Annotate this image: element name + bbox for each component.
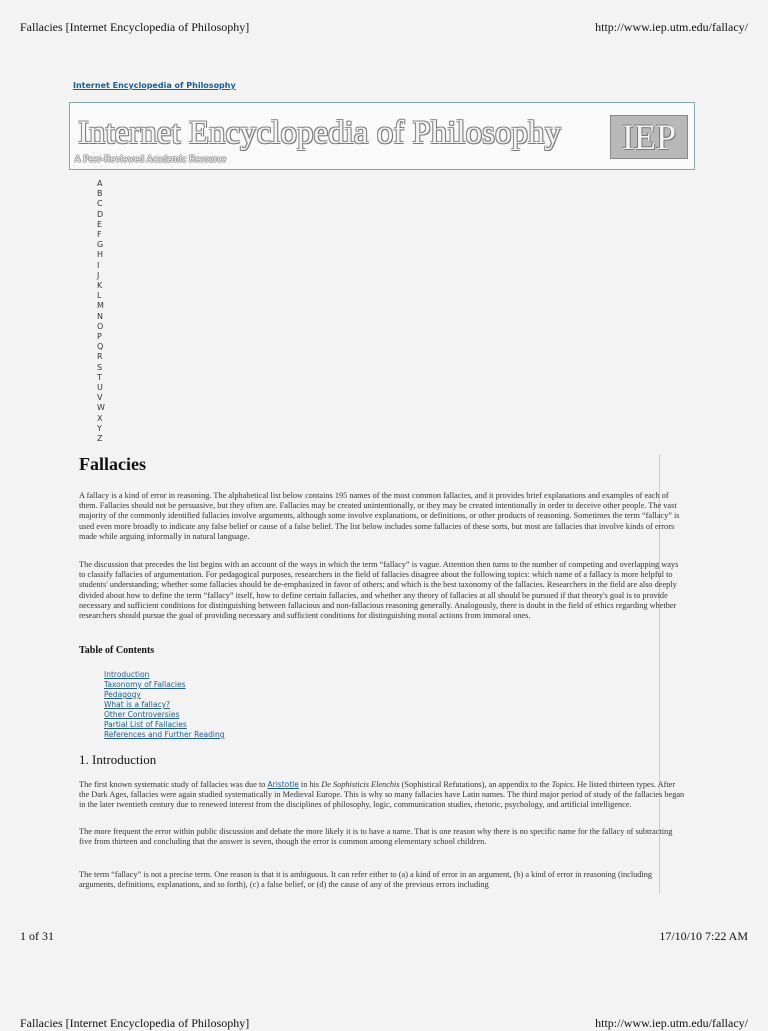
s1-p1-italic-title: De Sophisticis Elenchis (321, 780, 400, 789)
alphabet-letter-u[interactable]: U (97, 383, 103, 393)
toc-item (104, 710, 225, 720)
intro-paragraph-2: The discussion that precedes the list begins with an account of the ways in which the term “fallacy” is vague. Attention then turns to the number of competing and overlapping ways to classify fallacies of argumentation. For pedagogical purposes, researchers in the field of fallacies disagree about the following topics: which name of a fallacy is more helpful to students' understanding; whether some fallacies should be de-emphasized in favor of others; and which is the best taxonomy of the fallacies. Researchers in the field are also deeply divided about how to define the term “fallacy” itself, how to define certain fallacies, and whether any theory of fallacies at all should be pursued if that theory's goal is to provide necessary and sufficient conditions for distinguishing between fallacious and non-fallacious reasoning generally. Analogously, there is doubt in the field of ethics regarding whether researchers should pursue the goal of providing necessary and sufficient conditions for distinguishing moral actions from immoral ones. (79, 560, 679, 621)
toc-item (104, 670, 225, 680)
alphabet-letter-p[interactable]: P (97, 332, 102, 342)
toc-link[interactable]: Other Controversies (104, 710, 180, 719)
print-datetime: 17/10/10 7:22 AM (659, 929, 748, 943)
site-banner[interactable] (69, 102, 695, 170)
next-header-title: Fallacies [Internet Encyclopedia of Philosophy] (20, 1016, 250, 1030)
s1-p1-text-d: . He listed thirteen types. After the Dark Ages, fallacies were again studied systematically in Medieval Europe. This is why so many fallacies have Latin names. The third major period of study of the fallacies began in the later twentieth century due to renewed interest from the disciplines of philosophy, logic, communication studies, rhetoric, psychology, and artificial intelligence. (79, 780, 685, 810)
alphabet-letter-a[interactable]: A (97, 179, 103, 188)
print-header (20, 20, 748, 35)
print-header-url: http://www.iep.utm.edu/fallacy/ (595, 20, 748, 34)
alphabet-letter-w[interactable]: W (97, 403, 105, 413)
alphabet-letter-n[interactable]: N (97, 311, 103, 321)
alphabet-letter-s[interactable]: S (97, 362, 103, 372)
alphabet-letter-x[interactable]: X (97, 413, 103, 423)
alphabet-letter-r[interactable]: R (97, 352, 103, 362)
alphabet-letter-g[interactable]: G (97, 240, 104, 250)
toc-link[interactable]: Introduction (104, 670, 150, 679)
toc-item (104, 730, 225, 740)
alphabet-letter-e[interactable]: E (97, 219, 103, 229)
section-1-paragraph-2: The more frequent the error within public discussion and debate the more likely it is to have a name. That is one reason why there is no specific name for the fallacy of subtracting five from thirteen and concluding that the answer is seven, though the error is common among elementary school children. (79, 827, 673, 847)
alphabet-letter-l[interactable]: L (97, 291, 102, 301)
intro-paragraph-1: A fallacy is a kind of error in reasoning. The alphabetical list below contains 195 names of the most common fallacies, and it provides brief explanations and examples of each of them. Fallacies should not be persuasive, but they often are. Fallacies may be created unintentionally, or they may be created intentionally in order to deceive other people. The vast majority of the commonly identified fallacies involve arguments, although some involve explanations, or definitions, or other products of reasoning. Sometimes the term “fallacy” is used even more broadly to indicate any false belief or cause of a false belief. The list below includes some fallacies of these sorts, but most are fallacies that involve kinds of errors made while arguing informally in natural language. (79, 491, 680, 541)
s1-p1-text-b: in his (298, 780, 322, 789)
banner-title: Internet Encyclopedia of Philosophy (78, 115, 561, 151)
alphabet-letter-h[interactable]: H (97, 250, 104, 260)
alphabet-letter-k[interactable]: K (97, 281, 103, 291)
alphabet-index (97, 179, 105, 444)
section-1-paragraph-3: The term “fallacy” is not a precise term. One reason is that it is ambiguous. It can refer either to (a) a kind of error in an argument, (b) a kind of error in reasoning (including arguments, definitions, explanations, and so forth), (c) a false belief, or (d) the cause of any of the previous errors including (79, 870, 653, 890)
alphabet-letter-o[interactable]: O (97, 321, 104, 331)
toc-item (104, 690, 225, 700)
alphabet-letter-b[interactable]: B (97, 189, 103, 199)
s1-p1-text-c: (Sophistical Refutations), an appendix to the (399, 780, 552, 789)
toc-link[interactable]: References and Further Reading (104, 730, 225, 739)
site-home-link[interactable]: Internet Encyclopedia of Philosophy (73, 81, 236, 90)
alphabet-letter-z[interactable]: Z (97, 434, 103, 444)
toc-link[interactable]: What is a fallacy? (104, 700, 170, 709)
print-header-title: Fallacies [Internet Encyclopedia of Philosophy] (20, 20, 250, 34)
alphabet-letter-y[interactable]: Y (97, 423, 102, 433)
alphabet-letter-f[interactable]: F (97, 230, 102, 240)
alphabet-letter-i[interactable]: I (97, 260, 100, 270)
print-footer (20, 929, 748, 944)
toc-link[interactable]: Partial List of Fallacies (104, 720, 187, 729)
toc-item (104, 700, 225, 710)
alphabet-letter-v[interactable]: V (97, 393, 103, 403)
alphabet-letter-m[interactable]: M (97, 301, 104, 311)
aristotle-link[interactable]: Aristotle (267, 780, 299, 789)
s1-p1-text-a: The first known systematic study of fallacies was due to (79, 780, 268, 789)
page-number: 1 of 31 (20, 929, 54, 943)
iep-logo: IEP (610, 115, 688, 159)
toc-item (104, 680, 225, 690)
section-1-paragraph-1 (79, 780, 685, 821)
toc-link[interactable]: Pedagogy (104, 690, 141, 699)
banner-subtitle: A Peer-Reviewed Academic Resource (74, 154, 227, 165)
alphabet-letter-t[interactable]: T (97, 372, 102, 382)
next-header-url: http://www.iep.utm.edu/fallacy/ (595, 1016, 748, 1030)
toc-link[interactable]: Taxonomy of Fallacies (104, 680, 186, 689)
section-1-title: 1. Introduction (79, 752, 157, 767)
table-of-contents (104, 670, 225, 740)
toc-item (104, 720, 225, 730)
alphabet-letter-c[interactable]: C (97, 199, 103, 209)
alphabet-letter-q[interactable]: Q (97, 342, 104, 352)
s1-p1-italic-topics: Topics (551, 780, 574, 789)
article-title: Fallacies (79, 454, 146, 474)
toc-title: Table of Contents (79, 645, 155, 656)
alphabet-letter-d[interactable]: D (97, 209, 104, 219)
alphabet-letter-j[interactable]: J (97, 270, 100, 280)
